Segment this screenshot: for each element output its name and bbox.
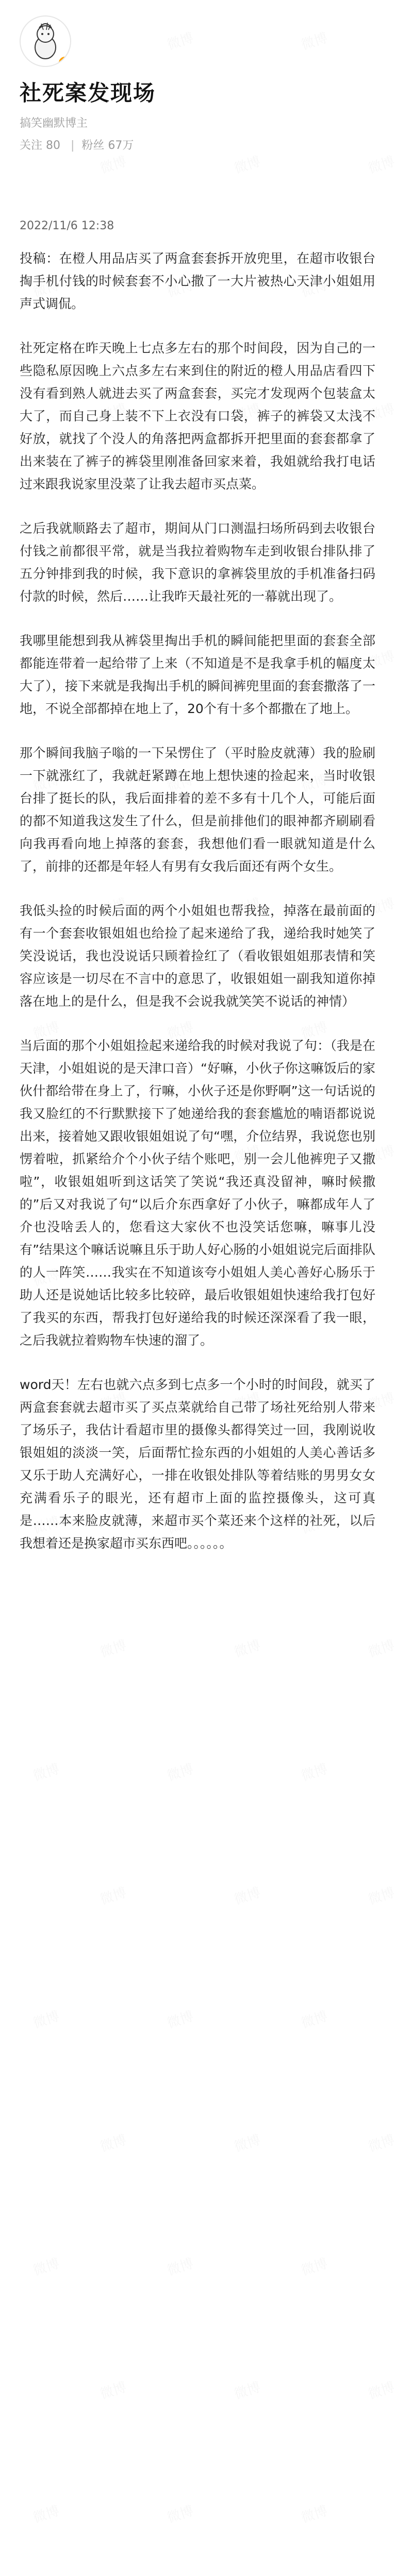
watermark-text	[97, 2129, 128, 2156]
watermark-text	[365, 1882, 395, 1908]
post-paragraph: 我低头捡的时候后面的两个小姐姐也帮我捡，掉落在最前面的有一个套套收银姐姐也给捡了起来递给了我，递给我时她笑了笑没说话，我也没说话只顾着捡红了（看收银姐姐那表情和笑容应该是一切尽在不言中的意思了，收银姐姐一副我知道你掉落在地上的是什么，但是我不会说我就笑笑不说话的神情）	[20, 903, 375, 1009]
watermark-text	[164, 2006, 195, 2032]
watermark-text	[30, 1758, 61, 1785]
watermark-text	[97, 2377, 128, 2403]
watermark-text	[97, 1882, 128, 1908]
watermark-text	[365, 1635, 395, 1661]
post-content	[20, 247, 375, 1577]
watermark-text	[30, 2253, 61, 2279]
post-paragraph: 我哪里能想到我从裤袋里掏出手机的瞬间能把里面的套套全部都能连带着一起给带了上来（不知道是不是我拿手机的幅度太大了），接下来就是我掏出手机的瞬间裤兜里面的套套撒落了一地，不说全部都掉在地上了，20个有十多个都撒在了地上。	[20, 633, 375, 716]
watermark-text	[298, 1758, 330, 1785]
user-tagline: 搞笑幽默博主	[20, 117, 88, 130]
watermark-text	[231, 2377, 262, 2403]
watermark-text	[164, 2253, 195, 2279]
avatar[interactable]	[20, 15, 71, 67]
watermark-text	[30, 2500, 61, 2527]
watermark-text	[365, 151, 395, 177]
stats-separator: |	[71, 139, 75, 152]
watermark-text	[164, 2500, 195, 2527]
watermark-text	[298, 2253, 330, 2279]
watermark-text	[298, 2006, 330, 2032]
profile-header	[20, 15, 375, 152]
username[interactable]: 社死案发现场	[20, 80, 156, 106]
watermark-text	[97, 1635, 128, 1661]
followers-count[interactable]: 关注 80	[20, 139, 60, 152]
watermark-text	[97, 151, 128, 177]
post-paragraph: 投稿：在橙人用品店买了两盒套套拆开放兜里，在超市收银台掏手机付钱的时候套套不小心撒了一大片被热心天津小姐姐用声式调侃。	[20, 251, 375, 311]
watermark-text	[231, 1635, 262, 1661]
post-paragraph: 之后我就顺路去了超市，期间从门口测温扫场所码到去收银台付钱之前都很平常，就是当我拉着购物车走到收银台排队排了五分钟排到我的时候，我下意识的拿裤袋里放的手机准备扫码付款的时候，然后……让我昨天最社死的一幕就出现了。	[20, 521, 375, 604]
fans-count[interactable]: 粉丝 67万	[81, 139, 134, 152]
verified-badge-icon	[58, 56, 71, 67]
post-timestamp: 2022/11/6 12:38	[20, 219, 114, 232]
watermark-text	[231, 151, 262, 177]
post-paragraph: 那个瞬间我脑子嗡的一下呆愣住了（平时脸皮就薄）我的脸刷一下就涨红了，我就赶紧蹲在地上想快速的捡起来，当时收银台排了挺长的队，我后面排着的差不多有十几个人，可能后面的都不知道我这发生了什么，但是前排他们的眼神都齐刷刷看向我再看向地上掉落的套套，我想他们看一眼就知道是什么了，前排的还都是年轻人有男有女我后面还有两个女生。	[20, 745, 375, 874]
post-paragraph: word天！左右也就六点多到七点多一个小时的时间段，就买了两盒套套就去超市买了买点菜就给自己带了场社死给别人带来了场乐子，我估计看超市里的摄像头都得笑过一回，我刚说收银姐姐的淡淡一笑，后面帮忙捡东西的小姐姐的人美心善话多又乐于助人充满好心，一排在收银处排队等着结账的男男女女充满看乐子的眼光，还有超市上面的监控摄像头，这可真是……本来脸皮就薄，来超市买个菜还来个这样的社死，以后我想着还是换家超市买东西吧。。。。。。	[20, 1377, 375, 1551]
watermark-text	[365, 2377, 395, 2403]
post-paragraph: 当后面的那个小姐姐捡起来递给我的时候对我说了句：（我是在天津，小姐姐说的是天津口音）“好嘛，小伙子你这嘛饭后的家伙什都给带在身上了，行嘛，小伙子还是你野啊”这一句话说的我又脸红的不行默默接下了她递给我的套套尴尬的喃语都说说出来，接着她又跟收银姐姐说了句“嘿，介位结界，我说您也别愣着啦，抓紧给介个小伙子结个账吧，别一会儿他裤兜子又撒啦”，收银姐姐听到这话笑了笑说“我还真没留神，嘛时候撒的”后又对我说了句“以后介东西拿好了小伙子，嘛都成年人了介也没啥丢人的，您看这大家伙不也没笑话您嘛，嘛事儿没有”结果这个嘛话说嘛且乐于助人好心肠的小姐姐说完后面排队的人一阵笑……我实在不知道该夸小姐姐人美心善好心肠乐于助人还是说她话比较多比较碎，最后收银姐姐快速给我打包好了我买的东西，帮我打包好递给我的时候还深深看了我一眼，之后我就拉着购物车快速的溜了。	[20, 1038, 375, 1348]
watermark-text	[365, 2129, 395, 2156]
watermark-text	[231, 2129, 262, 2156]
watermark-text	[231, 1882, 262, 1908]
watermark-text	[298, 2500, 330, 2527]
post-paragraph: 社死定格在昨天晚上七点多左右的那个时间段，因为自己的一些隐私原因晚上六点多左右来到住的附近的橙人用品店看四下没有看到熟人就进去买了两盒套套，买完才发现两个包装盒太大了，而自己身上装不下上衣没有口袋，裤子的裤袋又太浅不好放，就找了个没人的角落把两盒都拆开把里面的套套都拿了出来装在了裤子的裤袋里刚准备回家来着，我姐就给我打电话过来跟我说家里没菜了让我去超市买点菜。	[20, 341, 375, 492]
user-stats	[20, 137, 375, 152]
watermark-text	[164, 1758, 195, 1785]
watermark-text	[30, 2006, 61, 2032]
